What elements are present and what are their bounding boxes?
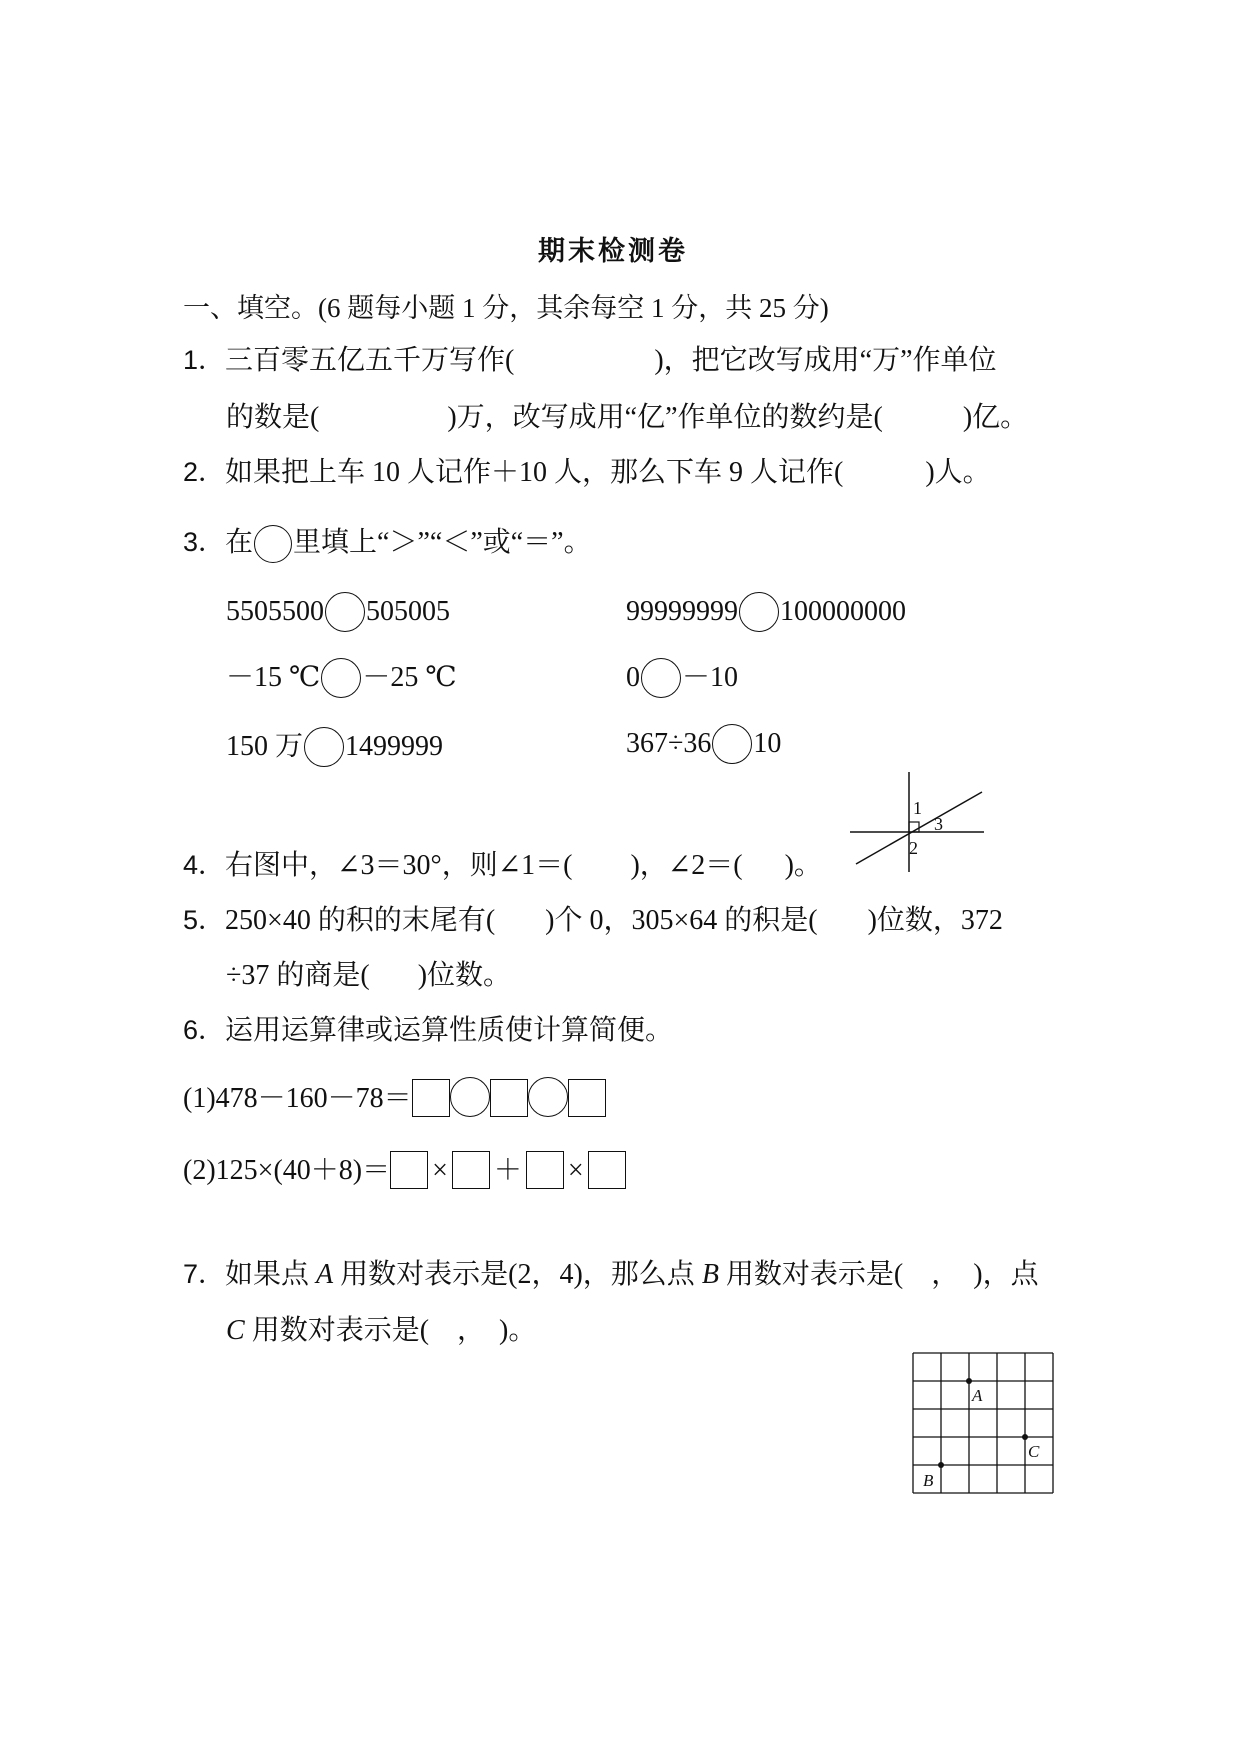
question-3: 3．在 里填上“＞”“＜”或“＝”。 — [183, 520, 592, 563]
operator-circle[interactable] — [450, 1077, 490, 1117]
point-a-label: A — [972, 1386, 983, 1405]
angle-label-3: 3 — [934, 814, 943, 834]
question-4: 4．右图中，∠3＝30°，则∠1＝( )，∠2＝( )。 — [183, 850, 822, 881]
question-6: 6．运用运算律或运算性质使计算简便。 — [183, 1015, 674, 1046]
compare-row-2-left: －15 ℃ －25 ℃ — [226, 655, 457, 698]
question-1-line-1: 1．三百零五亿五千万写作( )，把它改写成用“万”作单位 — [183, 345, 997, 376]
angle-diagram — [850, 772, 990, 872]
section-heading: 一、填空。(6 题每小题 1 分，其余每空 1 分，共 25 分) — [183, 293, 829, 323]
compare-row-1-right: 99999999 100000000 — [626, 592, 906, 632]
point-b — [938, 1462, 944, 1468]
compare-circle[interactable] — [739, 592, 779, 632]
answer-box[interactable] — [452, 1151, 490, 1189]
answer-box[interactable] — [412, 1079, 450, 1117]
compare-row-3-left: 150 万 1499999 — [226, 724, 443, 767]
point-c-label: C — [1028, 1442, 1040, 1461]
coordinate-grid — [910, 1350, 1060, 1500]
compare-circle[interactable] — [712, 724, 752, 764]
compare-row-3-right: 367÷36 10 — [626, 724, 781, 764]
operator-circle[interactable] — [528, 1077, 568, 1117]
compare-row-1-left: 5505500 505005 — [226, 592, 450, 632]
circle-icon — [254, 525, 292, 563]
angle-label-1: 1 — [913, 798, 922, 818]
question-7-line-2: C 用数对表示是( ， )。 — [226, 1315, 537, 1346]
compare-circle[interactable] — [325, 592, 365, 632]
answer-box[interactable] — [490, 1079, 528, 1117]
compare-row-2-right: 0 －10 — [626, 655, 738, 698]
answer-box[interactable] — [588, 1151, 626, 1189]
point-c — [1022, 1434, 1028, 1440]
point-a — [966, 1378, 972, 1384]
compare-circle[interactable] — [641, 658, 681, 698]
compare-circle[interactable] — [321, 658, 361, 698]
answer-box[interactable] — [390, 1151, 428, 1189]
question-2: 2．如果把上车 10 人记作＋10 人，那么下车 9 人记作( )人。 — [183, 457, 991, 488]
answer-box[interactable] — [526, 1151, 564, 1189]
answer-box[interactable] — [568, 1079, 606, 1117]
page-title: 期末检测卷 — [538, 236, 688, 266]
compare-circle[interactable] — [304, 727, 344, 767]
question-1-line-2: 的数是( )万，改写成用“亿”作单位的数约是( )亿。 — [226, 402, 1029, 433]
question-6-part-1: (1)478－160－78＝ — [183, 1076, 606, 1117]
question-6-part-2: (2)125×(40＋8)＝ × ＋ × — [183, 1148, 626, 1189]
question-5-line-1: 5．250×40 的积的末尾有( )个 0，305×64 的积是( )位数，372 — [183, 905, 1003, 936]
point-b-label: B — [923, 1471, 934, 1490]
question-5-line-2: ÷37 的商是( )位数。 — [226, 960, 512, 991]
angle-label-2: 2 — [909, 838, 918, 858]
question-7-line-1: 7．如果点 A 用数对表示是(2，4)，那么点 B 用数对表示是( ， )，点 — [183, 1259, 1039, 1290]
